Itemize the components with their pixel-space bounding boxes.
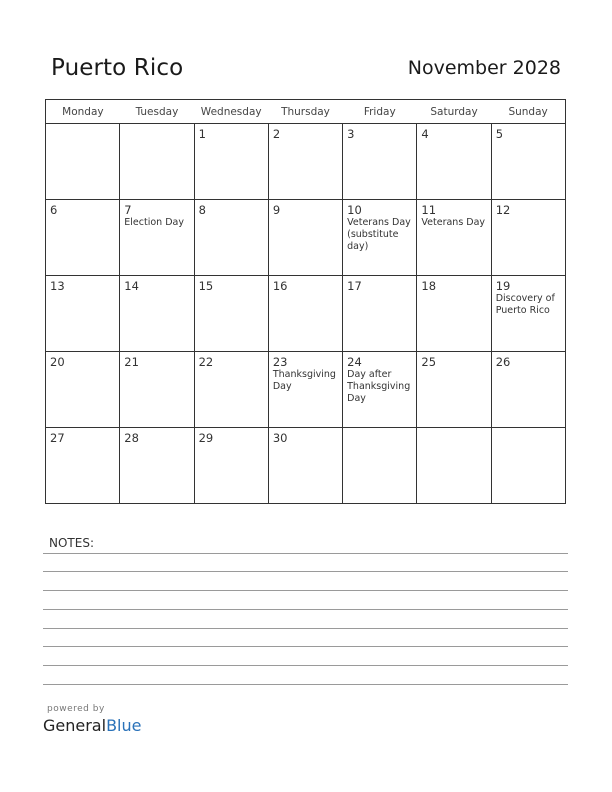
day-cell [46, 200, 120, 276]
day-number: 4 [421, 127, 429, 141]
day-number: 9 [272, 203, 281, 217]
day-number: 25 [421, 355, 437, 369]
day-number: 24 [347, 355, 362, 369]
day-cell [417, 352, 491, 428]
holiday-label: Day after Thanksgiving Day [347, 369, 411, 404]
page-header-month: November 2028 [407, 57, 561, 79]
calendar-body [46, 124, 566, 504]
weekday-tuesday: Tuesday [120, 100, 194, 124]
holiday-label: Thanksgiving Day [272, 369, 336, 392]
day-cell [194, 352, 268, 428]
day-number: 12 [495, 203, 511, 217]
day-number: 7 [124, 203, 132, 217]
day-number: 30 [272, 431, 288, 445]
day-number: 13 [50, 279, 65, 293]
page-header-region: Puerto Rico [51, 55, 184, 81]
day-cell [417, 200, 491, 276]
day-cell [268, 276, 342, 352]
day-number: 1 [198, 127, 206, 141]
week-row [46, 200, 566, 276]
day-cell [343, 200, 417, 276]
day-cell [417, 276, 491, 352]
day-cell [120, 276, 194, 352]
weekday-wednesday: Wednesday [194, 100, 268, 124]
weekday-friday: Friday [343, 100, 417, 124]
day-cell [417, 428, 491, 504]
day-cell [343, 276, 417, 352]
day-number: 22 [198, 355, 214, 369]
day-cell [120, 124, 194, 200]
note-line [43, 553, 568, 554]
day-cell [491, 352, 565, 428]
generalblue-logo [43, 716, 141, 735]
day-cell [268, 200, 342, 276]
day-number: 10 [347, 203, 362, 217]
day-number: 26 [495, 355, 511, 369]
day-number: 28 [124, 431, 139, 445]
day-number: 19 [495, 279, 511, 293]
week-row [46, 124, 566, 200]
day-cell [46, 276, 120, 352]
holiday-label: Election Day [124, 217, 184, 228]
weekday-monday: Monday [46, 100, 120, 124]
weekday-header-row [46, 100, 566, 124]
day-number: 27 [50, 431, 65, 445]
note-line [43, 684, 568, 685]
weekday-thursday: Thursday [268, 100, 342, 124]
day-number: 5 [495, 127, 504, 141]
week-row [46, 352, 566, 428]
day-cell [268, 352, 342, 428]
note-line [43, 590, 568, 591]
day-number: 14 [124, 279, 139, 293]
weekday-saturday: Saturday [417, 100, 491, 124]
day-cell [491, 200, 565, 276]
holiday-label: Discovery of Puerto Rico [495, 293, 555, 316]
powered-by-text: powered by [47, 704, 105, 714]
brand-general: General [43, 716, 107, 735]
day-number: 2 [272, 127, 281, 141]
week-row [46, 276, 566, 352]
day-cell [491, 124, 565, 200]
day-cell [491, 428, 565, 504]
day-number: 15 [198, 279, 214, 293]
day-cell [46, 352, 120, 428]
note-line [43, 665, 568, 666]
day-number: 16 [272, 279, 288, 293]
day-number: 11 [421, 203, 437, 217]
day-number: 6 [50, 203, 58, 217]
day-number: 21 [124, 355, 139, 369]
day-number: 29 [198, 431, 214, 445]
day-number: 23 [272, 355, 288, 369]
note-line [43, 628, 568, 629]
day-number: 3 [347, 127, 355, 141]
day-cell [268, 428, 342, 504]
weekday-sunday: Sunday [491, 100, 565, 124]
day-cell [46, 428, 120, 504]
day-number: 18 [421, 279, 437, 293]
day-cell [194, 276, 268, 352]
day-cell [343, 352, 417, 428]
day-number: 8 [198, 203, 206, 217]
note-line [43, 571, 568, 572]
day-cell [46, 124, 120, 200]
note-line [43, 609, 568, 610]
day-cell [120, 428, 194, 504]
holiday-label: Veterans Day (substitute day) [347, 217, 411, 252]
day-cell [417, 124, 491, 200]
day-cell [194, 124, 268, 200]
notes-label: NOTES: [49, 536, 94, 550]
brand-blue: Blue [106, 716, 142, 735]
day-cell [268, 124, 342, 200]
day-cell [194, 200, 268, 276]
day-cell [343, 124, 417, 200]
day-number: 20 [50, 355, 65, 369]
note-line [43, 646, 568, 647]
day-number: 17 [347, 279, 362, 293]
day-cell [120, 200, 194, 276]
holiday-label: Veterans Day [421, 217, 486, 228]
day-cell [343, 428, 417, 504]
week-row [46, 428, 566, 504]
calendar-grid [45, 99, 566, 504]
day-cell [120, 352, 194, 428]
day-cell [194, 428, 268, 504]
day-cell [491, 276, 565, 352]
